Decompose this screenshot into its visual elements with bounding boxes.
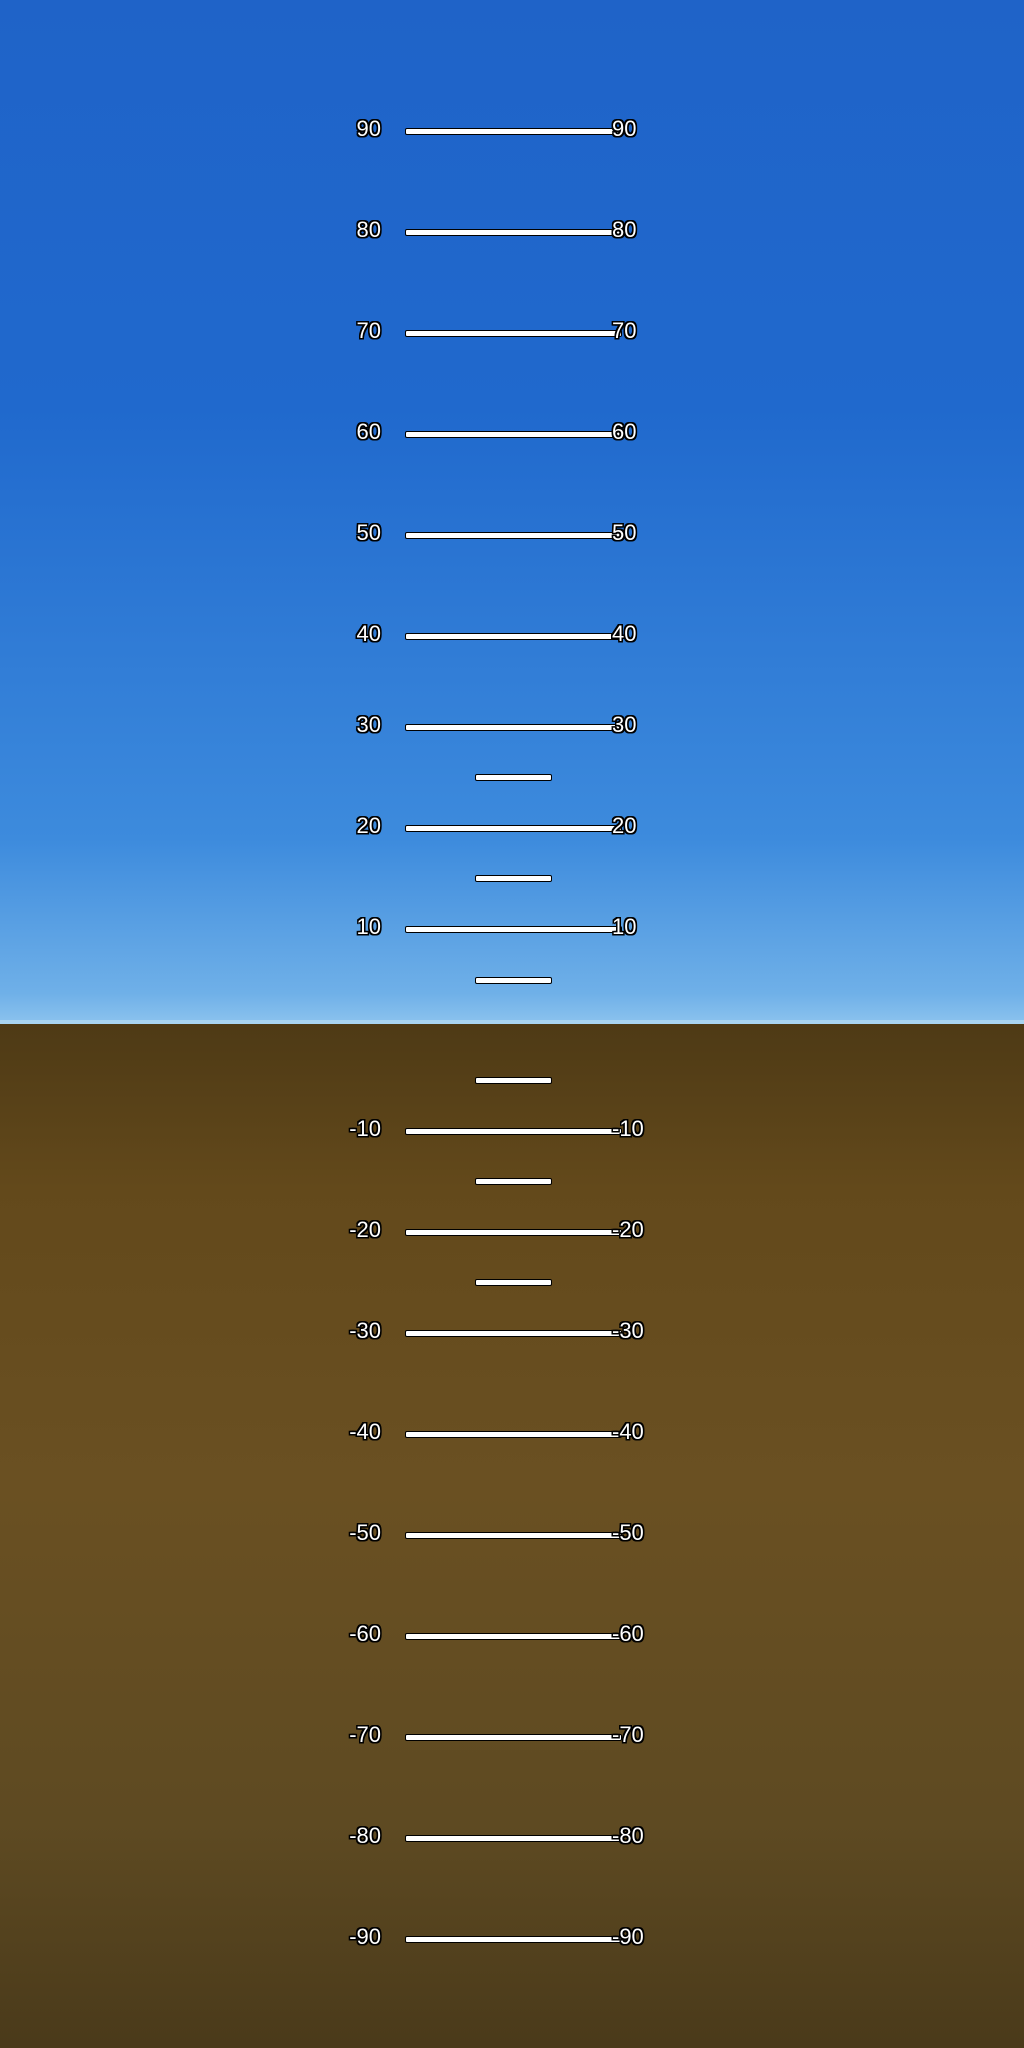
pitch-label-left: 20 xyxy=(356,813,381,838)
pitch-rung-bar-major xyxy=(405,1532,622,1539)
pitch-label-right: 70 xyxy=(612,318,637,343)
pitch-label-left: -90 xyxy=(349,1924,381,1949)
pitch-label-right: 80 xyxy=(612,217,637,242)
pitch-label-left: 80 xyxy=(356,217,381,242)
pitch-rung-bar-major xyxy=(405,330,622,337)
pitch-rung-bar-minor xyxy=(475,774,552,781)
pitch-rung-bar-major xyxy=(405,1330,622,1337)
pitch-label-left: -40 xyxy=(349,1419,381,1444)
pitch-rung-bar-minor xyxy=(475,1178,552,1185)
pitch-label-left: 50 xyxy=(356,520,381,545)
pitch-rung-bar-major xyxy=(405,633,622,640)
pitch-label-right: -80 xyxy=(612,1823,644,1848)
pitch-label-left: 70 xyxy=(356,318,381,343)
pitch-rung-bar-major xyxy=(405,128,622,135)
pitch-rung-bar-minor xyxy=(475,875,552,882)
pitch-label-right: -60 xyxy=(612,1621,644,1646)
pitch-label-right: -50 xyxy=(612,1520,644,1545)
pitch-rung-bar-major xyxy=(405,926,622,933)
pitch-label-left: 90 xyxy=(356,116,381,141)
pitch-label-right: 30 xyxy=(612,712,637,737)
pitch-rung-bar-major xyxy=(405,532,622,539)
pitch-label-right: 90 xyxy=(612,116,637,141)
pitch-rung-bar-major xyxy=(405,724,622,731)
pitch-rung-bar-major xyxy=(405,1936,622,1943)
pitch-label-left: -20 xyxy=(349,1217,381,1242)
pitch-label-right: -20 xyxy=(612,1217,644,1242)
pitch-label-left: -30 xyxy=(349,1318,381,1343)
pitch-label-left: -60 xyxy=(349,1621,381,1646)
pitch-rung-bar-major xyxy=(405,431,622,438)
pitch-rung-bar-minor xyxy=(475,1279,552,1286)
pitch-label-left: -10 xyxy=(349,1116,381,1141)
pitch-label-right: -70 xyxy=(612,1722,644,1747)
pitch-rung-bar-major xyxy=(405,1128,622,1135)
pitch-rung-bar-major xyxy=(405,1835,622,1842)
pitch-label-left: -70 xyxy=(349,1722,381,1747)
pitch-label-left: 40 xyxy=(356,621,381,646)
pitch-label-right: 60 xyxy=(612,419,637,444)
pitch-label-right: 50 xyxy=(612,520,637,545)
pitch-rung-bar-minor xyxy=(475,977,552,984)
pitch-rung-bar-major xyxy=(405,229,622,236)
pitch-label-right: 40 xyxy=(612,621,637,646)
pitch-label-left: 60 xyxy=(356,419,381,444)
pitch-rung-bar-major xyxy=(405,825,622,832)
pitch-rung-bar-major xyxy=(405,1633,622,1640)
pitch-label-right: -30 xyxy=(612,1318,644,1343)
pitch-label-left: 30 xyxy=(356,712,381,737)
pitch-label-left: -50 xyxy=(349,1520,381,1545)
pitch-label-left: -80 xyxy=(349,1823,381,1848)
pitch-rung-bar-minor xyxy=(475,1077,552,1084)
pitch-rung-bar-major xyxy=(405,1734,622,1741)
pitch-rung-bar-major xyxy=(405,1431,622,1438)
pitch-label-right: -10 xyxy=(612,1116,644,1141)
pitch-label-right: -40 xyxy=(612,1419,644,1444)
pitch-label-right: -90 xyxy=(612,1924,644,1949)
pitch-label-left: 10 xyxy=(356,914,381,939)
pitch-rung-bar-major xyxy=(405,1229,622,1236)
pitch-label-right: 10 xyxy=(612,914,637,939)
pitch-label-right: 20 xyxy=(612,813,637,838)
